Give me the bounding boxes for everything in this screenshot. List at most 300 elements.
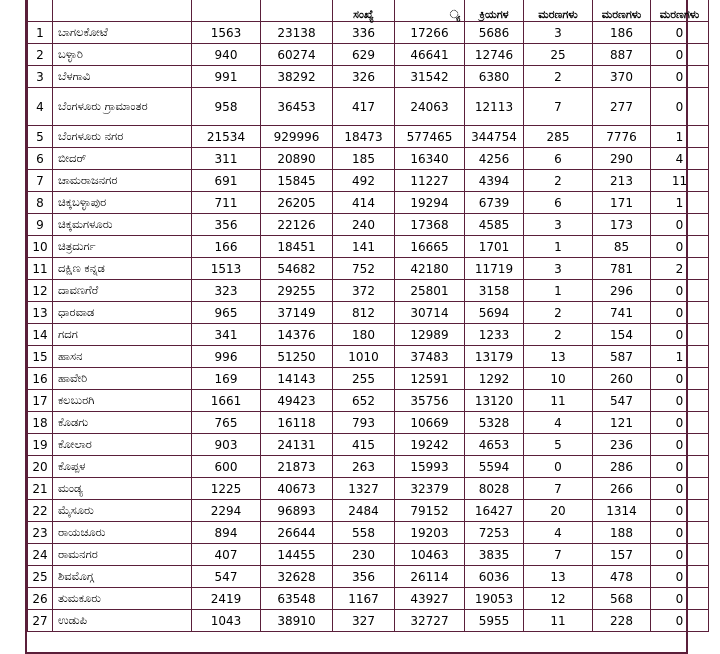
cell-c7: 85 [593,236,651,258]
table-row [28,566,709,588]
row-district: ಬೆಳಗಾವಿ [53,66,192,88]
table-row [28,192,709,214]
cell-c5: 19053 [465,588,524,610]
row-serial: 3 [28,66,53,88]
cell-c4: 19203 [395,522,465,544]
table-row [28,368,709,390]
cell-c6: 1 [524,236,593,258]
cell-c7: 213 [593,170,651,192]
cell-c4: 25801 [395,280,465,302]
cell-c2: 26644 [261,522,333,544]
cell-c5: 3158 [465,280,524,302]
cell-c7: 171 [593,192,651,214]
row-district: ಕೋಲಾರ [53,434,192,456]
header-col-1 [192,0,261,22]
cell-c1: 903 [192,434,261,456]
cell-c2: 54682 [261,258,333,280]
cell-c7: 7776 [593,126,651,148]
cell-c4: 46641 [395,44,465,66]
cell-c5: 12113 [465,88,524,126]
row-district: ಬೆಂಗಳೂರು ನಗರ [53,126,192,148]
cell-c6: 2 [524,66,593,88]
cell-c4: 32727 [395,610,465,632]
cell-c1: 691 [192,170,261,192]
cell-c3: 812 [333,302,395,324]
row-serial: 26 [28,588,53,610]
cell-c3: 1010 [333,346,395,368]
cell-c1: 2294 [192,500,261,522]
cell-c4: 35756 [395,390,465,412]
cell-c6: 1 [524,280,593,302]
row-serial: 23 [28,522,53,544]
table-row [28,302,709,324]
cell-c7: 188 [593,522,651,544]
cell-c4: 19294 [395,192,465,214]
row-serial: 5 [28,126,53,148]
cell-c2: 32628 [261,566,333,588]
cell-c2: 18451 [261,236,333,258]
cell-c3: 230 [333,544,395,566]
header-col-8: ಮರಣಗಳು [651,0,709,22]
cell-c7: 121 [593,412,651,434]
cell-c6: 5 [524,434,593,456]
cell-c4: 32379 [395,478,465,500]
cell-c7: 173 [593,214,651,236]
cell-c5: 4256 [465,148,524,170]
cell-c2: 38292 [261,66,333,88]
cell-c3: 372 [333,280,395,302]
cell-c2: 23138 [261,22,333,44]
cell-c7: 157 [593,544,651,566]
row-serial: 20 [28,456,53,478]
cell-c5: 4394 [465,170,524,192]
row-serial: 7 [28,170,53,192]
cell-c5: 6739 [465,192,524,214]
table-row [28,280,709,302]
cell-c6: 2 [524,170,593,192]
cell-c1: 166 [192,236,261,258]
cell-c5: 11719 [465,258,524,280]
cell-c1: 407 [192,544,261,566]
row-district: ದಕ್ಷಿಣ ಕನ್ನಡ [53,258,192,280]
cell-c7: 547 [593,390,651,412]
cell-c4: 16340 [395,148,465,170]
cell-c5: 4585 [465,214,524,236]
row-district: ಧಾರವಾಡ [53,302,192,324]
cell-c8: 1 [651,126,709,148]
cell-c5: 344754 [465,126,524,148]
cell-c6: 10 [524,368,593,390]
cell-c1: 600 [192,456,261,478]
cell-c8: 0 [651,236,709,258]
row-serial: 4 [28,88,53,126]
cell-c4: 37483 [395,346,465,368]
cell-c1: 940 [192,44,261,66]
cell-c6: 13 [524,566,593,588]
cell-c8: 0 [651,390,709,412]
cell-c2: 24131 [261,434,333,456]
row-district: ಚಿತ್ರದುರ್ಗ [53,236,192,258]
cell-c6: 3 [524,214,593,236]
cell-c7: 887 [593,44,651,66]
table-row [28,456,709,478]
cell-c6: 20 [524,500,593,522]
cell-c8: 0 [651,610,709,632]
cell-c5: 16427 [465,500,524,522]
cell-c5: 13120 [465,390,524,412]
cell-c3: 240 [333,214,395,236]
table-body [28,22,709,632]
cell-c5: 1701 [465,236,524,258]
table-row [28,22,709,44]
cell-c1: 1661 [192,390,261,412]
cell-c8: 0 [651,368,709,390]
row-district: ರಾಯಚೂರು [53,522,192,544]
cell-c2: 40673 [261,478,333,500]
row-serial: 2 [28,44,53,66]
cell-c3: 492 [333,170,395,192]
cell-c6: 7 [524,544,593,566]
cell-c4: 17266 [395,22,465,44]
cell-c8: 0 [651,88,709,126]
cell-c4: 26114 [395,566,465,588]
cell-c2: 14376 [261,324,333,346]
cell-c2: 20890 [261,148,333,170]
cell-c4: 15993 [395,456,465,478]
cell-c1: 958 [192,88,261,126]
cell-c5: 8028 [465,478,524,500]
cell-c7: 478 [593,566,651,588]
cell-c7: 228 [593,610,651,632]
header-sl [28,0,53,22]
cell-c6: 2 [524,324,593,346]
cell-c8: 0 [651,214,709,236]
cell-c2: 929996 [261,126,333,148]
cell-c1: 965 [192,302,261,324]
row-district: ಉಡುಪಿ [53,610,192,632]
table-row [28,324,709,346]
cell-c6: 7 [524,478,593,500]
cell-c6: 4 [524,412,593,434]
cell-c6: 13 [524,346,593,368]
table-row [28,588,709,610]
cell-c1: 356 [192,214,261,236]
row-district: ರಾಮನಗರ [53,544,192,566]
cell-c4: 31542 [395,66,465,88]
cell-c4: 11227 [395,170,465,192]
cell-c3: 336 [333,22,395,44]
cell-c6: 6 [524,192,593,214]
cell-c1: 1513 [192,258,261,280]
cell-c7: 781 [593,258,651,280]
cell-c5: 12746 [465,44,524,66]
cell-c8: 0 [651,280,709,302]
cell-c1: 711 [192,192,261,214]
row-district: ಹಾಸನ [53,346,192,368]
cell-c3: 2484 [333,500,395,522]
cell-c5: 5594 [465,456,524,478]
cell-c3: 558 [333,522,395,544]
cell-c8: 0 [651,302,709,324]
cell-c3: 414 [333,192,395,214]
table-row [28,412,709,434]
row-district: ಕೊಪ್ಪಳ [53,456,192,478]
cell-c1: 21534 [192,126,261,148]
cell-c2: 63548 [261,588,333,610]
cell-c7: 236 [593,434,651,456]
header-col-2 [261,0,333,22]
cell-c8: 0 [651,478,709,500]
cell-c3: 185 [333,148,395,170]
row-serial: 6 [28,148,53,170]
cell-c8: 0 [651,544,709,566]
table-row [28,610,709,632]
cell-c8: 0 [651,456,709,478]
row-serial: 19 [28,434,53,456]
cell-c4: 12591 [395,368,465,390]
row-serial: 11 [28,258,53,280]
header-col-3: ಸಂಖ್ಯೆ [333,0,395,22]
table-row [28,66,709,88]
cell-c3: 18473 [333,126,395,148]
cell-c2: 49423 [261,390,333,412]
row-district: ಬೆಂಗಳೂರು ಗ್ರಾಮಾಂತರ [53,88,192,126]
cell-c3: 263 [333,456,395,478]
cell-c2: 29255 [261,280,333,302]
cell-c7: 186 [593,22,651,44]
cell-c6: 12 [524,588,593,610]
header-col-7: ಮರಣಗಳು [593,0,651,22]
cell-c8: 0 [651,66,709,88]
cell-c3: 629 [333,44,395,66]
cell-c8: 0 [651,522,709,544]
cell-c4: 43927 [395,588,465,610]
cell-c8: 0 [651,588,709,610]
cell-c8: 0 [651,44,709,66]
cell-c7: 296 [593,280,651,302]
row-district: ಕಲಬುರಗಿ [53,390,192,412]
cell-c7: 277 [593,88,651,126]
cell-c7: 741 [593,302,651,324]
cell-c3: 326 [333,66,395,88]
row-serial: 10 [28,236,53,258]
table-row [28,44,709,66]
row-district: ಮಂಡ್ಯ [53,478,192,500]
cell-c4: 12989 [395,324,465,346]
row-serial: 8 [28,192,53,214]
cell-c2: 14455 [261,544,333,566]
table-row [28,478,709,500]
cell-c1: 311 [192,148,261,170]
cell-c4: 10669 [395,412,465,434]
table-row [28,500,709,522]
cell-c6: 25 [524,44,593,66]
cell-c1: 547 [192,566,261,588]
header-district [53,0,192,22]
cell-c3: 793 [333,412,395,434]
cell-c5: 1233 [465,324,524,346]
cell-c5: 5686 [465,22,524,44]
cell-c8: 0 [651,434,709,456]
cell-c3: 180 [333,324,395,346]
cell-c8: 1 [651,192,709,214]
cell-c2: 14143 [261,368,333,390]
row-serial: 12 [28,280,53,302]
cell-c3: 652 [333,390,395,412]
cell-c6: 11 [524,610,593,632]
cell-c2: 16118 [261,412,333,434]
row-district: ಚಾಮರಾಜನಗರ [53,170,192,192]
cell-c7: 370 [593,66,651,88]
cell-c8: 0 [651,22,709,44]
cell-c1: 2419 [192,588,261,610]
table-row [28,236,709,258]
row-district: ಗದಗ [53,324,192,346]
cell-c2: 26205 [261,192,333,214]
cell-c6: 285 [524,126,593,148]
cell-c4: 10463 [395,544,465,566]
cell-c7: 260 [593,368,651,390]
row-serial: 25 [28,566,53,588]
cell-c4: 577465 [395,126,465,148]
cell-c7: 568 [593,588,651,610]
cell-c8: 1 [651,346,709,368]
cell-c2: 51250 [261,346,333,368]
row-district: ಹಾವೇರಿ [53,368,192,390]
row-serial: 17 [28,390,53,412]
cell-c7: 266 [593,478,651,500]
cell-c4: 79152 [395,500,465,522]
table-row [28,126,709,148]
district-table [27,0,709,632]
table-row [28,522,709,544]
table-header-row [28,0,709,22]
cell-c4: 19242 [395,434,465,456]
cell-c1: 341 [192,324,261,346]
row-district: ಚಿಕ್ಕಬಳ್ಳಾಪುರ [53,192,192,214]
cell-c3: 415 [333,434,395,456]
table-row [28,88,709,126]
cell-c5: 5328 [465,412,524,434]
cell-c8: 11 [651,170,709,192]
cell-c5: 5694 [465,302,524,324]
cell-c2: 38910 [261,610,333,632]
row-serial: 13 [28,302,53,324]
cell-c1: 991 [192,66,261,88]
cell-c2: 60274 [261,44,333,66]
cell-c5: 6380 [465,66,524,88]
cell-c7: 290 [593,148,651,170]
cell-c5: 1292 [465,368,524,390]
cell-c1: 1225 [192,478,261,500]
cell-c5: 6036 [465,566,524,588]
table-row [28,258,709,280]
cell-c4: 17368 [395,214,465,236]
row-district: ಶಿವಮೊಗ್ಗ [53,566,192,588]
cell-c2: 36453 [261,88,333,126]
row-serial: 27 [28,610,53,632]
row-district: ಬಾಗಲಕೋಟೆ [53,22,192,44]
cell-c6: 0 [524,456,593,478]
cell-c2: 22126 [261,214,333,236]
row-serial: 18 [28,412,53,434]
cell-c4: 24063 [395,88,465,126]
table-row [28,170,709,192]
cell-c3: 1327 [333,478,395,500]
cell-c1: 169 [192,368,261,390]
row-serial: 21 [28,478,53,500]
row-district: ತುಮಕೂರು [53,588,192,610]
cell-c1: 323 [192,280,261,302]
row-serial: 1 [28,22,53,44]
cell-c3: 417 [333,88,395,126]
cell-c8: 4 [651,148,709,170]
cell-c8: 2 [651,258,709,280]
cell-c3: 356 [333,566,395,588]
cell-c7: 286 [593,456,651,478]
cell-c4: 42180 [395,258,465,280]
cell-c8: 0 [651,412,709,434]
table-row [28,390,709,412]
row-district: ಮೈಸೂರು [53,500,192,522]
cell-c2: 96893 [261,500,333,522]
cell-c5: 3835 [465,544,524,566]
cell-c1: 996 [192,346,261,368]
row-serial: 16 [28,368,53,390]
cell-c8: 0 [651,566,709,588]
cell-c3: 327 [333,610,395,632]
cell-c6: 7 [524,88,593,126]
header-col-5: ಕ್ರಿಯಗಳ [465,0,524,22]
cell-c6: 3 [524,258,593,280]
cell-c1: 894 [192,522,261,544]
row-serial: 15 [28,346,53,368]
cell-c1: 765 [192,412,261,434]
header-col-6: ಮರಣಗಳು [524,0,593,22]
cell-c8: 0 [651,324,709,346]
cell-c1: 1043 [192,610,261,632]
cell-c2: 15845 [261,170,333,192]
table-row [28,544,709,566]
cell-c6: 6 [524,148,593,170]
cell-c5: 7253 [465,522,524,544]
table-row [28,346,709,368]
cell-c5: 5955 [465,610,524,632]
cell-c7: 154 [593,324,651,346]
table-row [28,214,709,236]
table-row [28,148,709,170]
cell-c6: 4 [524,522,593,544]
row-district: ಚಿಕ್ಕಮಗಳೂರು [53,214,192,236]
cell-c1: 1563 [192,22,261,44]
cell-c5: 4653 [465,434,524,456]
row-district: ದಾವಣಗೆರೆ [53,280,192,302]
cell-c2: 37149 [261,302,333,324]
cell-c6: 11 [524,390,593,412]
row-serial: 24 [28,544,53,566]
cell-c2: 21873 [261,456,333,478]
row-serial: 9 [28,214,53,236]
row-serial: 14 [28,324,53,346]
cell-c3: 255 [333,368,395,390]
cell-c8: 0 [651,500,709,522]
cell-c7: 1314 [593,500,651,522]
cell-c3: 141 [333,236,395,258]
cell-c3: 1167 [333,588,395,610]
cell-c4: 30714 [395,302,465,324]
row-serial: 22 [28,500,53,522]
cell-c3: 752 [333,258,395,280]
